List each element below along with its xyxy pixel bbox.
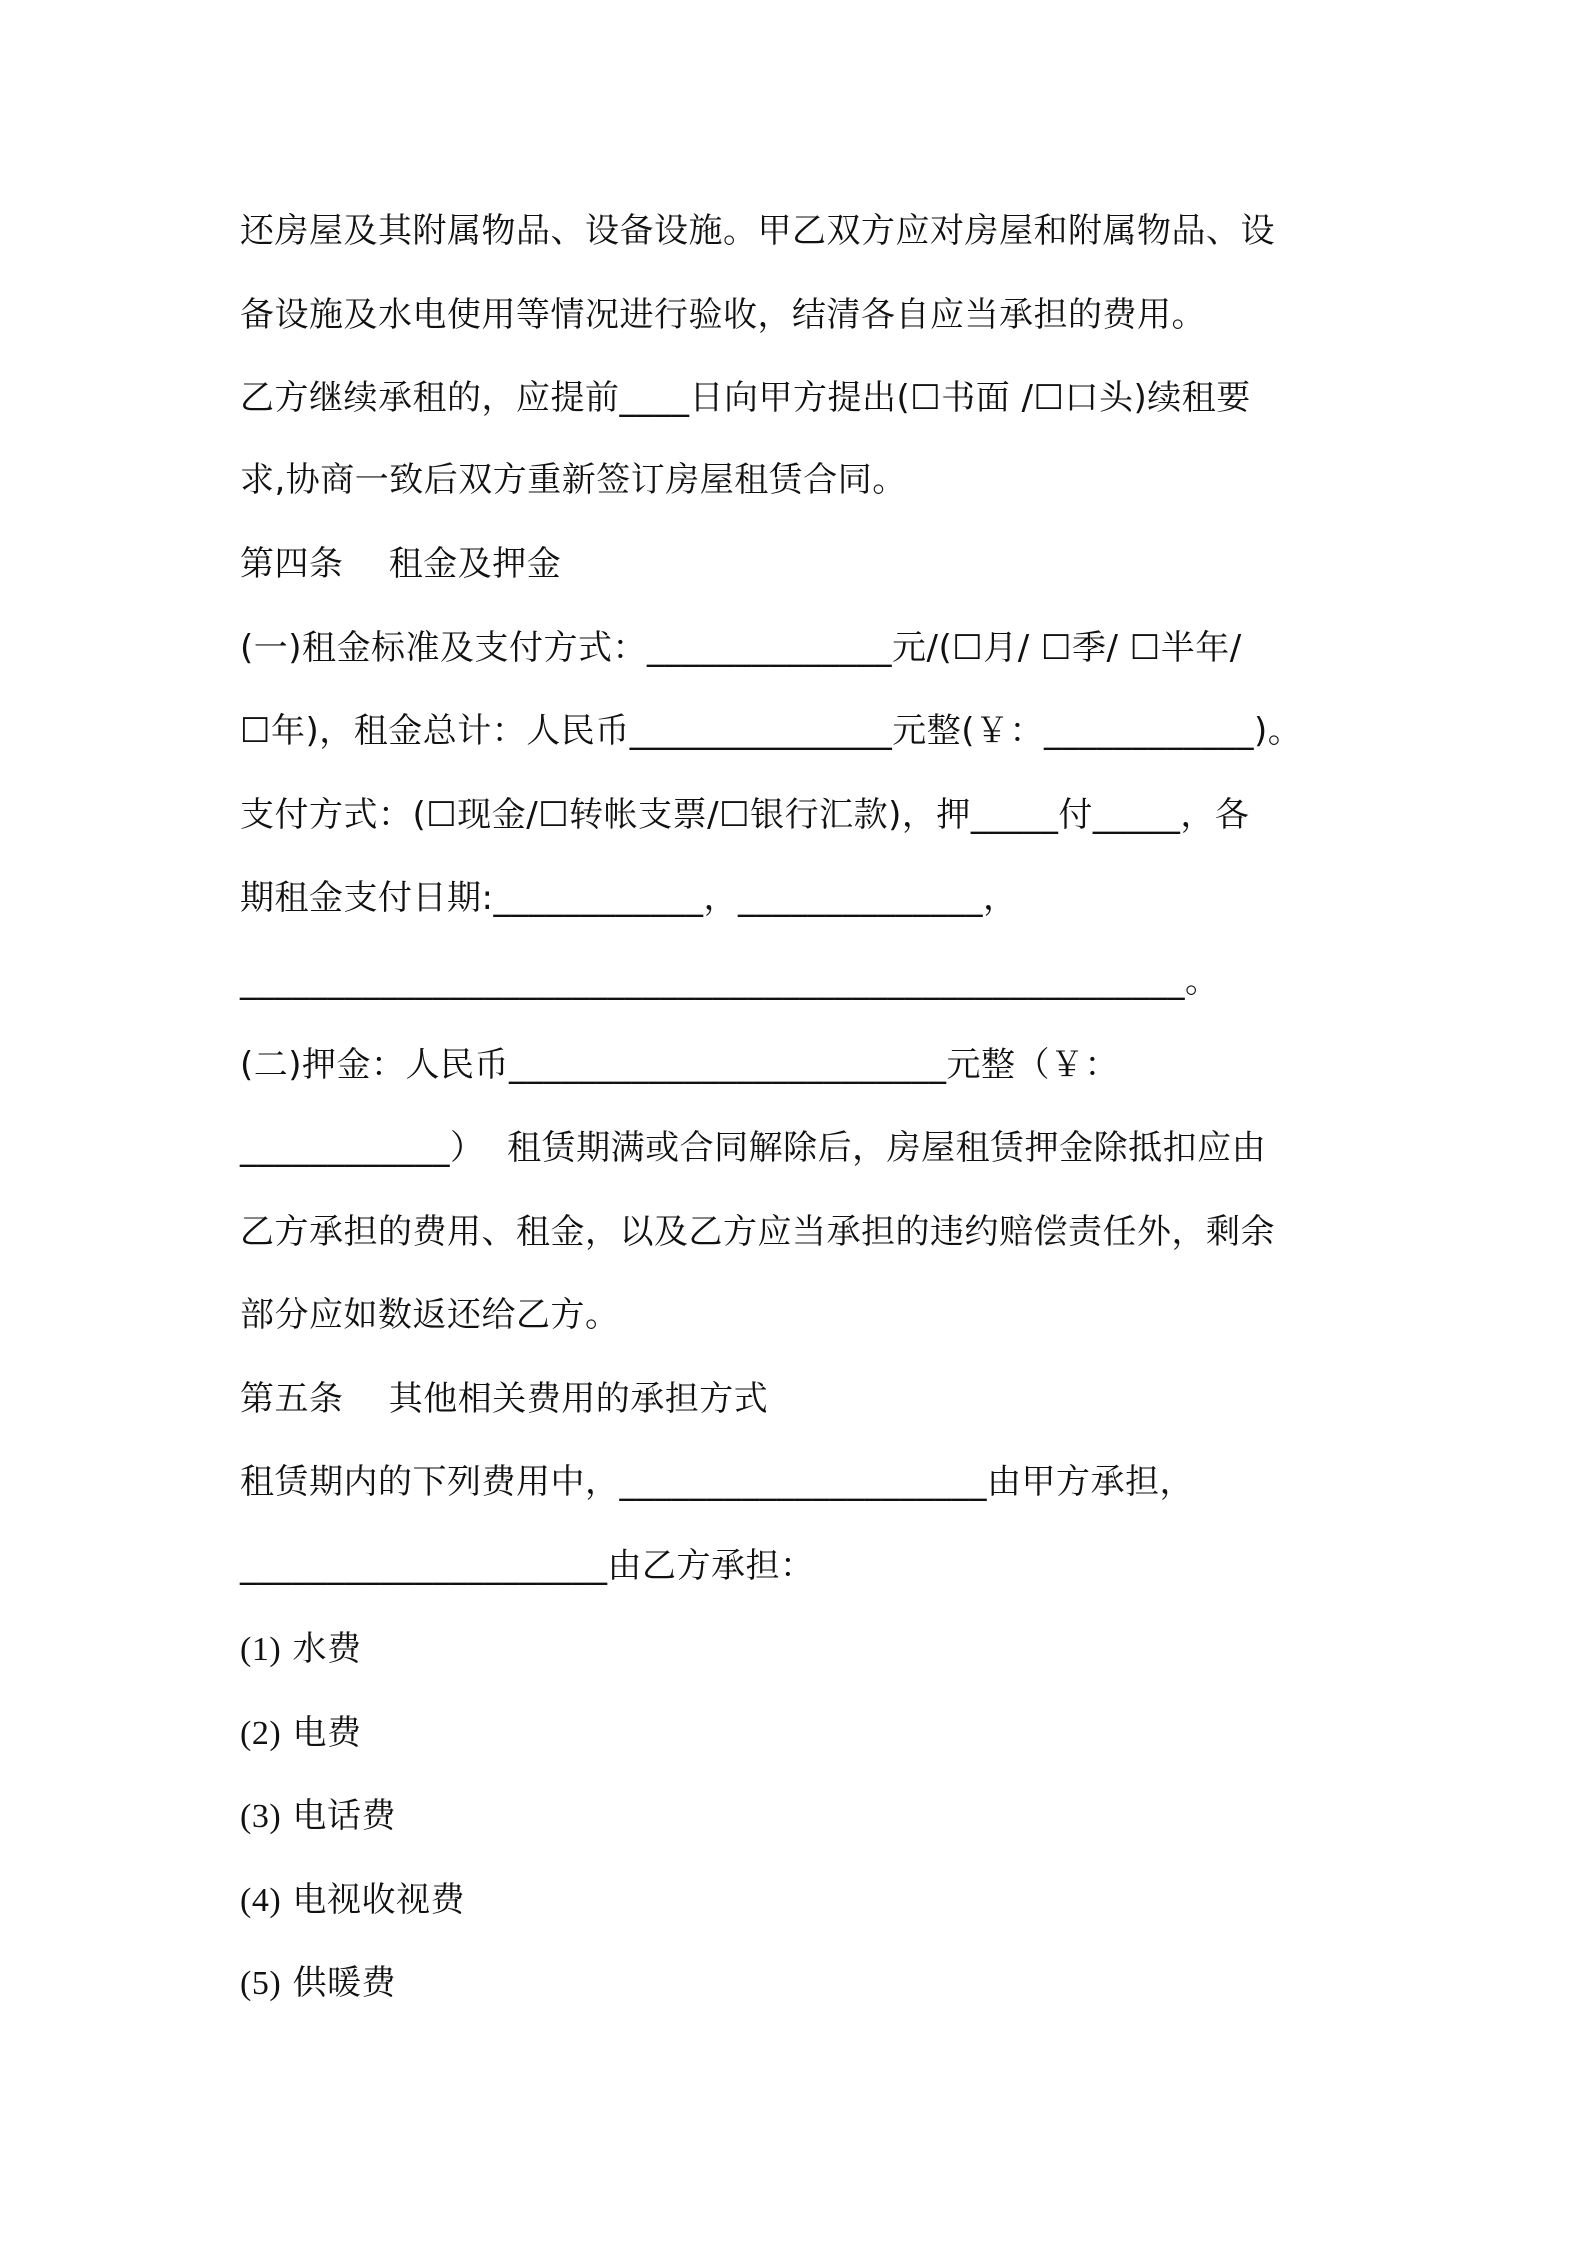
text-line: 期租金支付日期:____________，______________， [240,878,1018,918]
list-item-label: 电视收视费 [292,1880,465,1920]
list-item [240,1959,1360,2008]
list-item-label: 电费 [292,1713,362,1753]
text-line: _____________________由乙方承担： [240,1546,815,1586]
text-line: 乙方承担的费用、租金，以及乙方应当承担的违约赔偿责任外，剩余 [240,1212,1275,1252]
text-line: (一)租金标准及支付方式：______________元/(☐月/ ☐季/ ☐半年/ [240,628,1242,668]
list-item [240,1792,1360,1841]
list-item-number: (5) [240,1965,282,2002]
text-line: ____________） 租赁期满或合同解除后，房屋租赁押金除抵扣应由 [240,1128,1267,1168]
text-line: 支付方式：(☐现金/☐转帐支票/☐银行汇款)，押_____付_____，各 [240,795,1250,835]
text-line: ______________________________________________________。 [240,961,1220,1001]
text-line: 租赁期内的下列费用中，_____________________由甲方承担， [240,1462,1194,1502]
list-item-label: 水费 [292,1629,362,1669]
text-line: (二)押金：人民币_________________________元整（￥： [240,1045,1120,1085]
text-line: ☐年)，租金总计：人民币_______________元整(￥：____________)。 [240,711,1303,751]
list-item-label: 电话费 [292,1796,396,1836]
text-line: 备设施及水电使用等情况进行验收，结清各自应当承担的费用。 [240,295,1206,335]
text-line: 求,协商一致后双方重新签订房屋租赁合同。 [240,460,907,500]
article-heading: 第五条 其他相关费用的承担方式 [240,1379,769,1419]
list-item-number: (2) [240,1715,282,1752]
text-line: 乙方继续承租的，应提前____日向甲方提出(☐书面 /☐口头)续租要 [240,378,1251,418]
text-line: 还房屋及其附属物品、设备设施。甲乙双方应对房屋和附属物品、设 [240,211,1275,251]
list-item [240,1625,1360,1674]
list-item [240,1876,1360,1925]
list-item-label: 供暖费 [292,1963,396,2003]
article-heading: 第四条 租金及押金 [240,544,562,584]
list-item-number: (1) [240,1631,282,1668]
list-item-number: (3) [240,1798,282,1835]
list-item-number: (4) [240,1882,282,1919]
text-line: 部分应如数返还给乙方。 [240,1295,620,1335]
list-item [240,1709,1360,1758]
